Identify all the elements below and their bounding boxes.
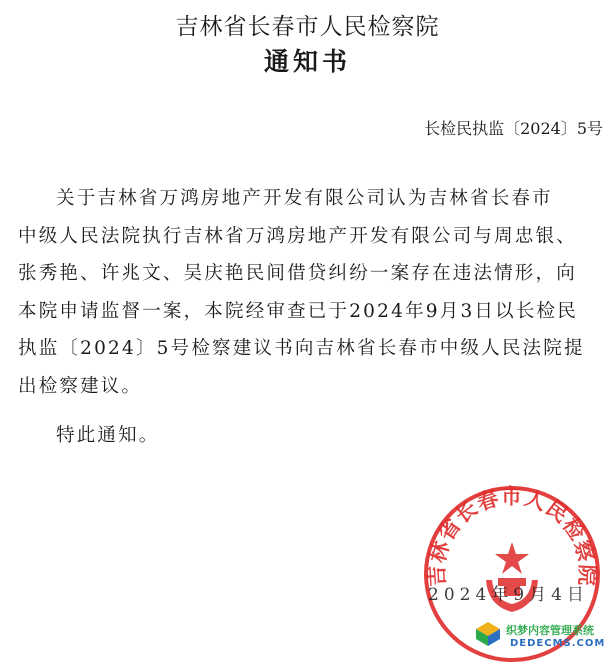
watermark-name: 织梦内容管理系统: [506, 624, 594, 637]
paragraph-line: 中级人民法院执行吉林省万鸿房地产开发有限公司与周忠银、: [18, 225, 577, 247]
svg-text:吉林省长春市人民检察院: [425, 485, 600, 587]
organization-name: 吉林省长春市人民检察院: [175, 14, 440, 40]
paragraph-line: 执监〔2024〕5号检察建议书向吉林省长春市中级人民法院提: [18, 338, 585, 359]
notice-paragraph: [18, 180, 598, 405]
closing-line: [18, 417, 598, 455]
document-title: 通知书: [263, 47, 351, 76]
paragraph-line: 张秀艳、许兆文、吴庆艳民间借贷纠纷一案存在违法情形，向: [18, 263, 577, 284]
cms-logo-icon: [474, 620, 502, 648]
paragraph-line: 关于吉林省万鸿房地产开发有限公司认为吉林省长春市: [56, 188, 553, 209]
site-watermark: [470, 612, 615, 656]
closing-text: 特此通知。: [56, 425, 160, 446]
document-date: 2024年9月4日: [428, 585, 589, 605]
paragraph-line: 出检察建议。: [18, 375, 143, 397]
watermark-url: DEDECMS.COM: [510, 638, 606, 649]
seal-text: 吉林省长春市人民检察院: [424, 484, 600, 588]
document-number: 长检民执监〔2024〕5号: [424, 119, 603, 138]
paragraph-line: 本院申请监督一案，本院经审查已于2024年9月3日以长检民: [18, 300, 578, 322]
